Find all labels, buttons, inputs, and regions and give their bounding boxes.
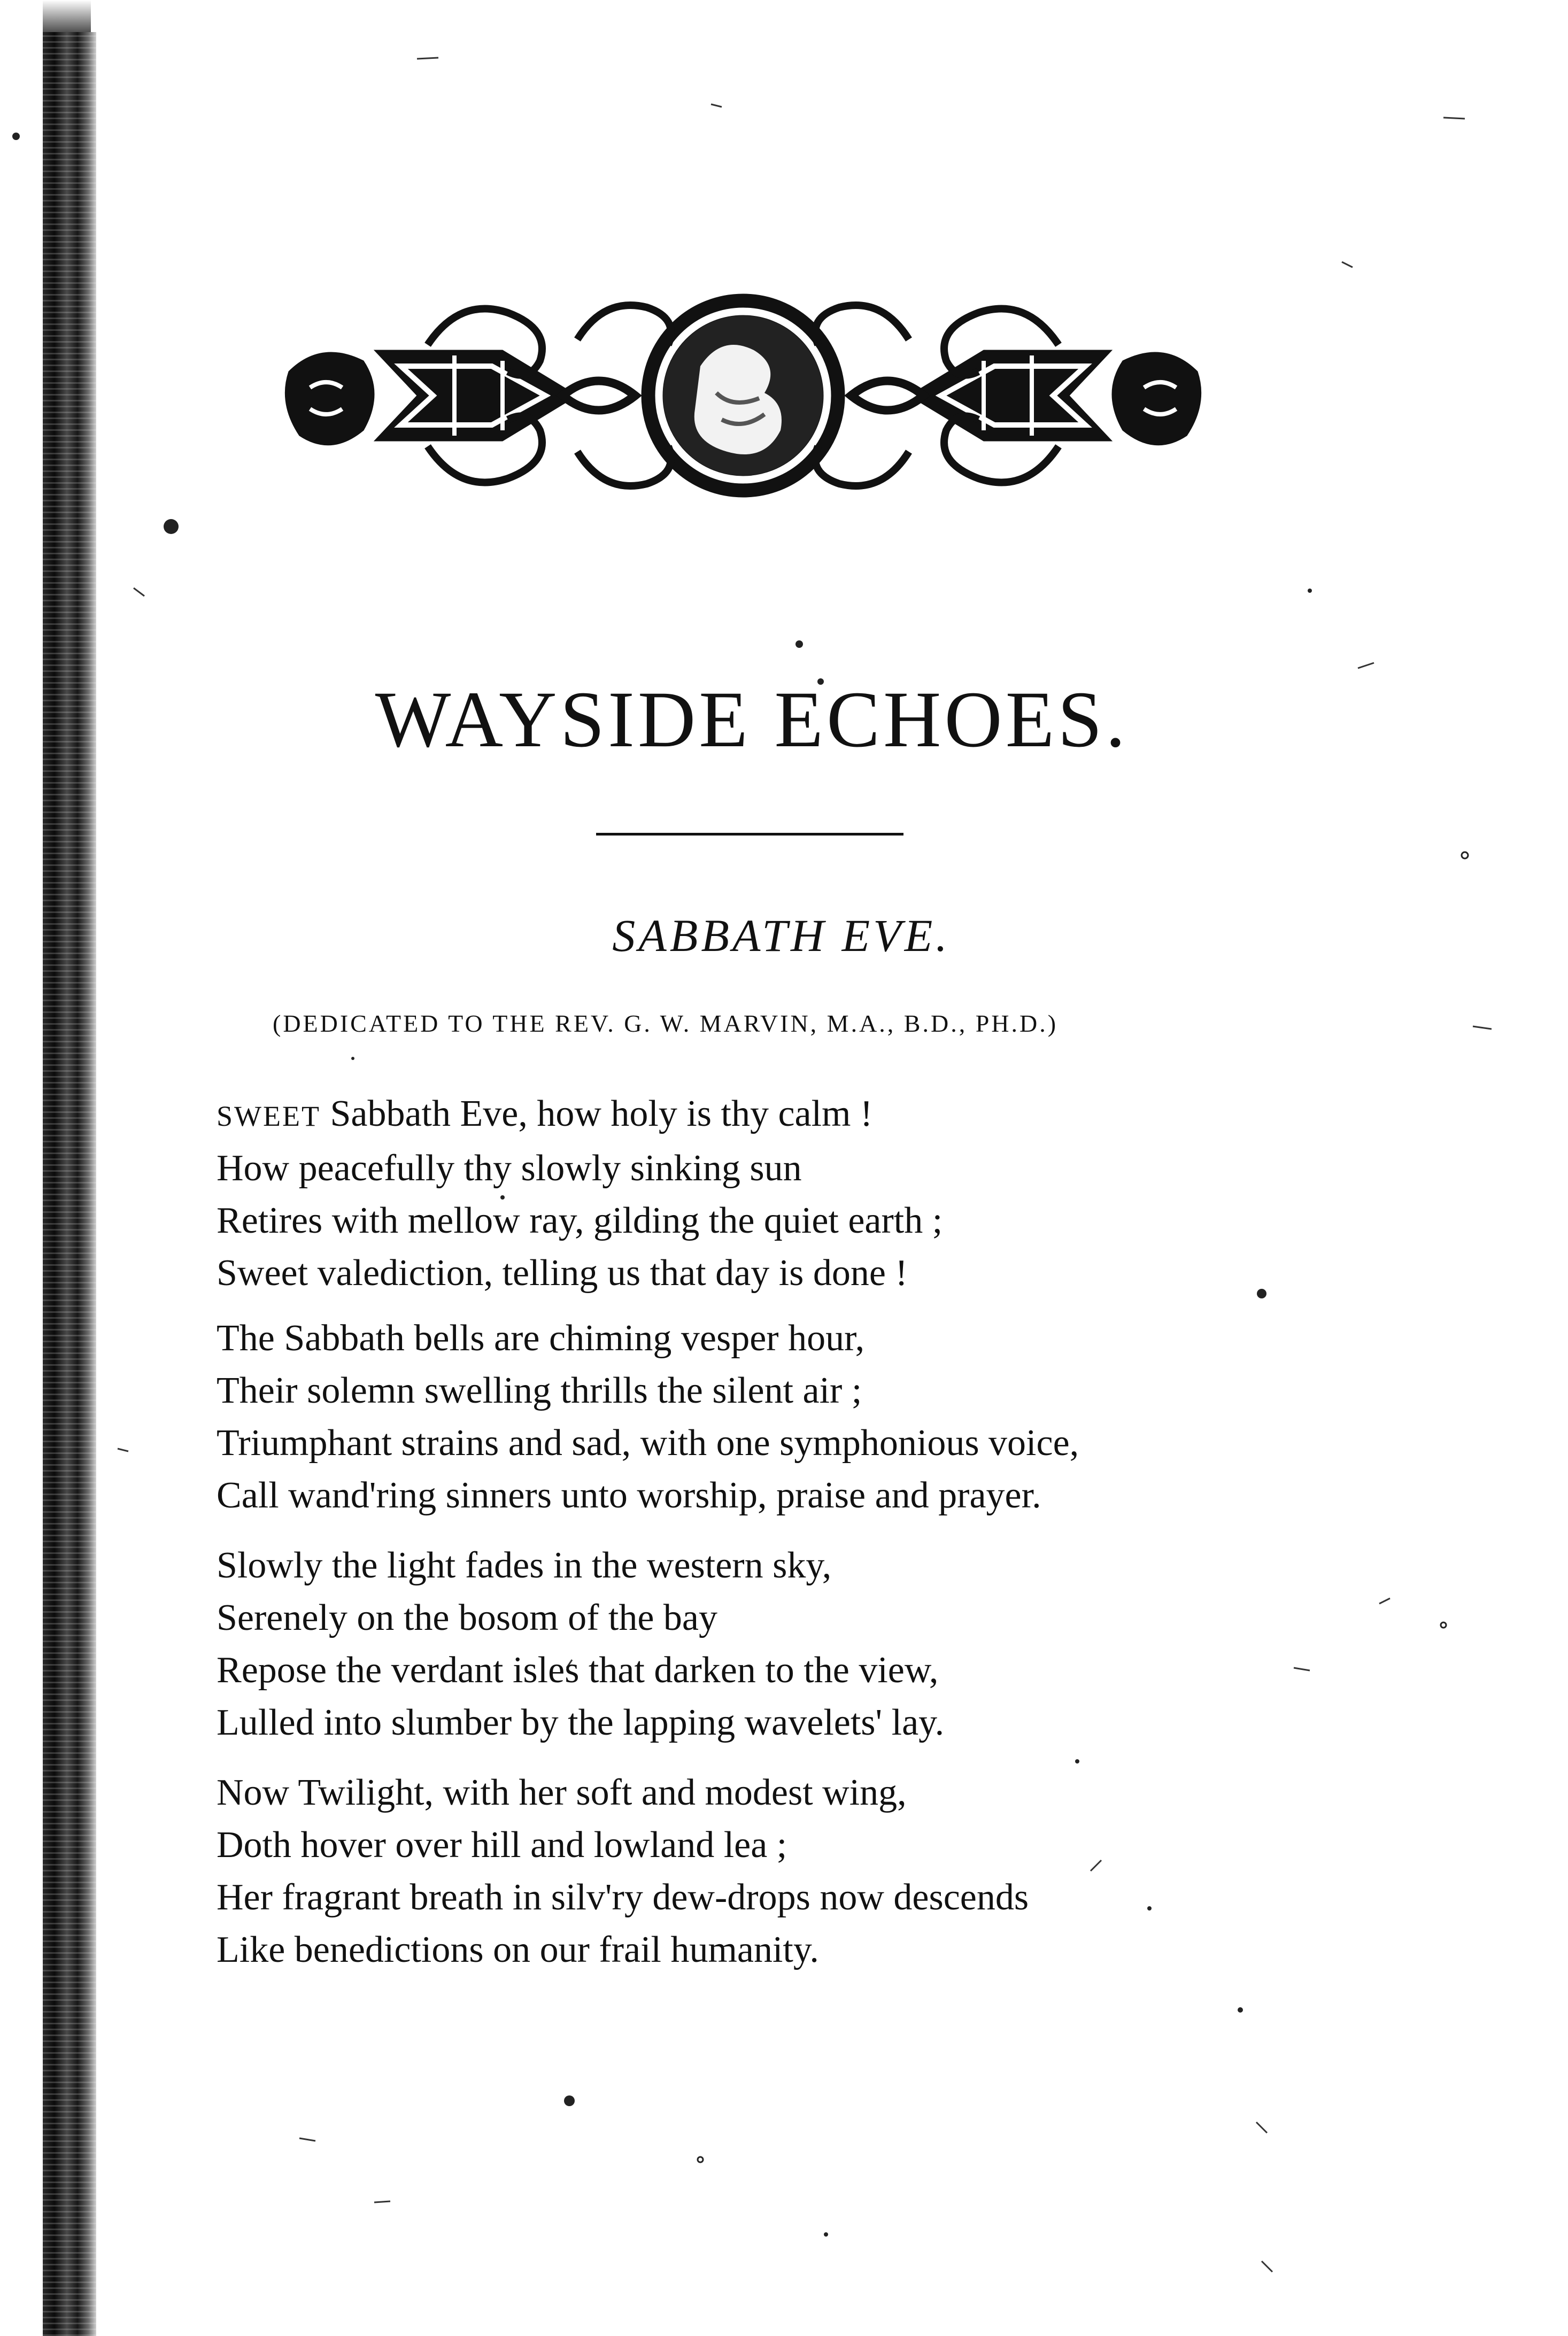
poem-stanza bbox=[217, 1540, 1500, 1749]
page-title: WAYSIDE ECHOES. bbox=[375, 675, 1129, 764]
poem-line: Now Twilight, with her soft and modest wing, bbox=[217, 1772, 907, 1813]
poem-line: Serenely on the bosom of the bay bbox=[217, 1597, 718, 1638]
poem-line: How peacefully thy slowly sinking sun bbox=[217, 1148, 802, 1189]
poem-line: Repose the verdant isles that darken to the view, bbox=[217, 1650, 939, 1691]
poem-line: Her fragrant breath in silv'ry dew-drops now descends bbox=[217, 1877, 1029, 1918]
drop-smallcaps-word: SWEET bbox=[217, 1100, 321, 1132]
poem-line: Lulled into slumber by the lapping wavelets' lay. bbox=[217, 1702, 945, 1743]
poem-dedication: (DEDICATED TO THE REV. G. W. MARVIN, M.A., B.D., PH.D.) bbox=[273, 1010, 1059, 1037]
poem-line: Like benedictions on our frail humanity. bbox=[217, 1929, 819, 1970]
poem-line: The Sabbath bells are chiming vesper hour, bbox=[217, 1318, 865, 1359]
poem-line: Doth hover over hill and lowland lea ; bbox=[217, 1824, 787, 1866]
poem-line: Call wand'ring sinners unto worship, praise and prayer. bbox=[217, 1475, 1041, 1516]
poem-title: SABBATH EVE. bbox=[612, 910, 951, 961]
poem-line: Retires with mellow ray, gilding the quiet earth ; bbox=[217, 1200, 943, 1241]
poem-line bbox=[217, 1088, 1500, 1142]
poem-stanza bbox=[217, 1312, 1500, 1522]
title-divider-rule bbox=[596, 833, 903, 836]
cherub-scroll-ornament-icon bbox=[278, 286, 1208, 505]
poem-line: Their solemn swelling thrills the silent air ; bbox=[217, 1370, 862, 1411]
poem-stanza bbox=[217, 1767, 1500, 1976]
poem-stanza bbox=[217, 1088, 1500, 1300]
poem-line: Sweet valediction, telling us that day is done ! bbox=[217, 1252, 908, 1294]
poem-line: Triumphant strains and sad, with one symphonious voice, bbox=[217, 1422, 1079, 1464]
poem-line-text: Sabbath Eve, how holy is thy calm ! bbox=[320, 1093, 873, 1134]
poem-line: Slowly the light fades in the western sky, bbox=[217, 1545, 832, 1586]
